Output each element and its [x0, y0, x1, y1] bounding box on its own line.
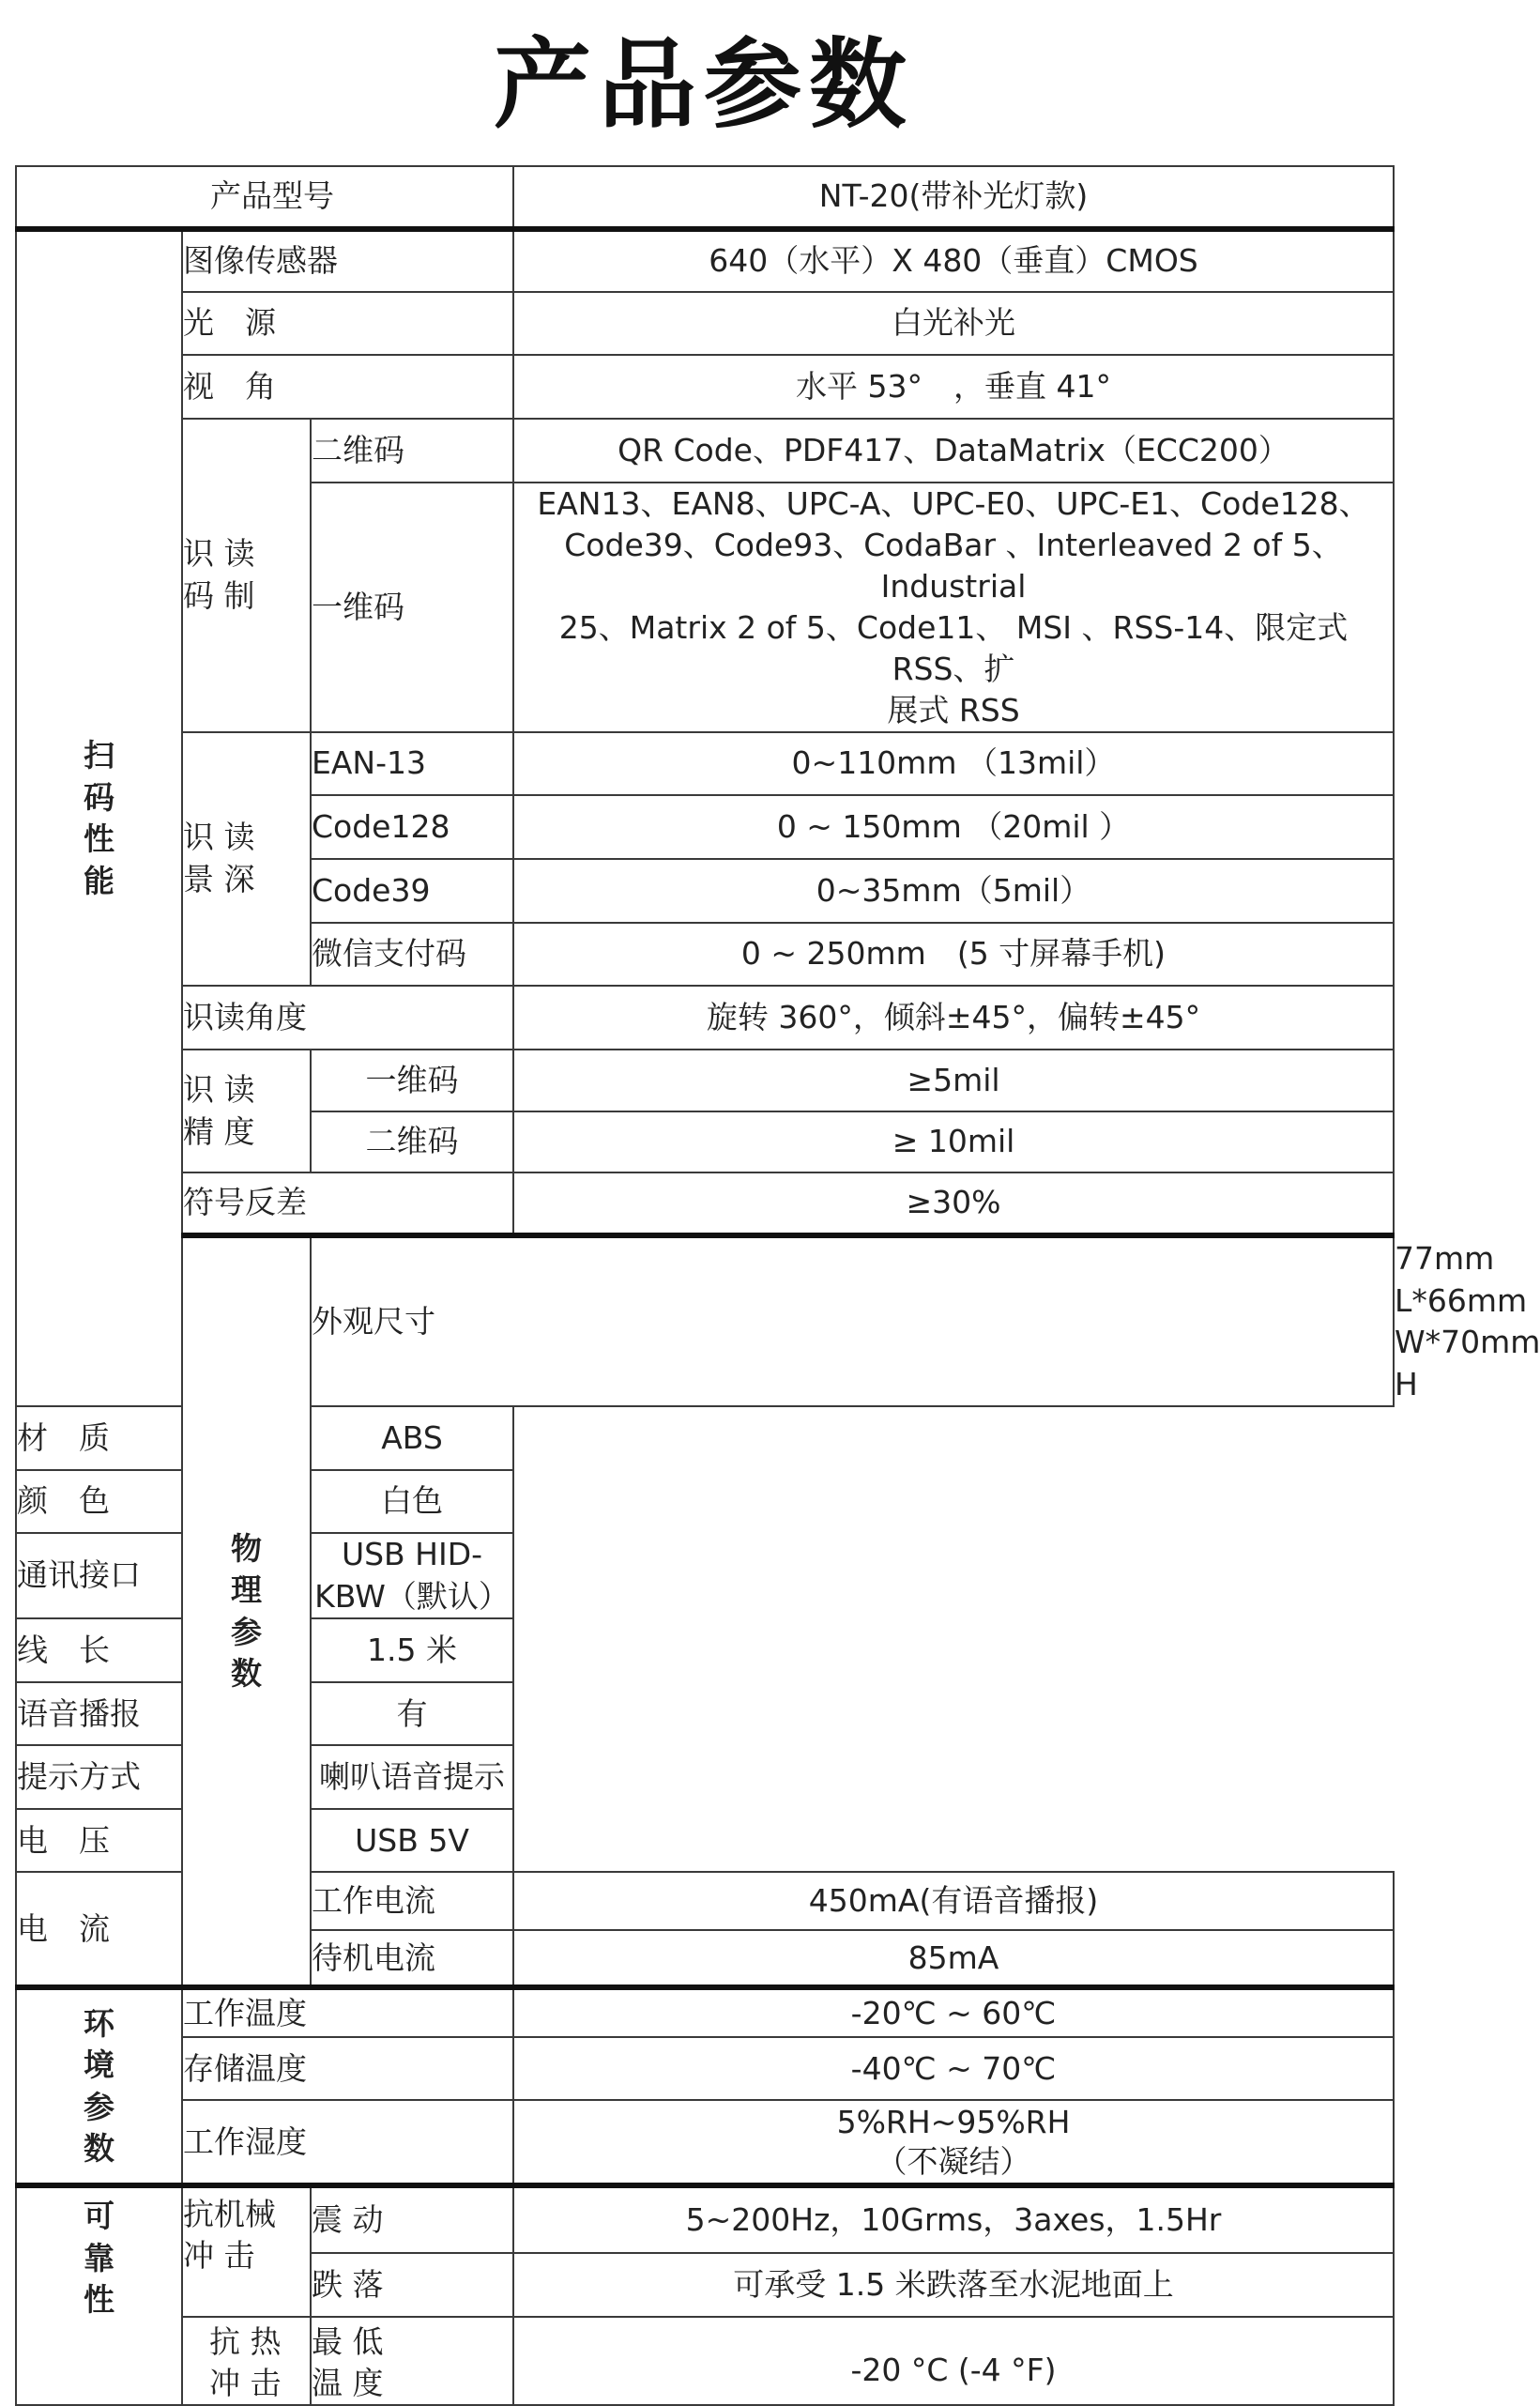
row-contrast — [16, 1172, 1394, 1235]
row-prompt — [16, 1745, 1394, 1809]
row-label: 二维码 — [311, 1111, 513, 1172]
sub-group-label: 识 读 景 深 — [182, 732, 311, 986]
row-label: 跌 落 — [311, 2253, 513, 2317]
row-label: 图像传感器 — [182, 229, 513, 292]
row-value: ABS — [311, 1406, 513, 1470]
row-label: Code39 — [311, 859, 513, 923]
page-title: 产品参数 — [493, 27, 914, 142]
row-size: 物 理 参 数 外观尺寸 77mm L*66mm W*70mm H — [16, 1235, 1394, 1406]
row-value: -20℃ ~ 60℃ — [513, 1987, 1394, 2037]
row-value: 白光补光 — [513, 292, 1394, 355]
row-value: 640（水平）X 480（垂直）CMOS — [513, 229, 1394, 292]
row-value: 水平 53° ，垂直 41° — [513, 355, 1394, 419]
row-value: 5%RH~95%RH （不凝结） — [513, 2100, 1394, 2185]
row-label: 电 压 — [16, 1809, 311, 1872]
row-voice — [16, 1682, 1394, 1745]
row-label: 最 低 温 度 — [311, 2317, 513, 2405]
sub-group-label: 抗机械 冲 击 — [182, 2185, 311, 2317]
row-value: USB 5V — [311, 1809, 513, 1872]
row-optemp — [16, 1987, 1394, 2037]
row-label: 一维码 — [311, 483, 513, 732]
row-value: ≥5mil — [513, 1050, 1394, 1111]
group-label-rel: 可 靠 性 — [16, 2185, 182, 2405]
row-model — [16, 166, 1394, 229]
row-vibration — [16, 2185, 1394, 2253]
row-value: ≥30% — [513, 1172, 1394, 1235]
row-value: 白色 — [311, 1470, 513, 1533]
group-label-phys: 物 理 参 数 — [182, 1235, 311, 1987]
row-value: QR Code、PDF417、DataMatrix（ECC200） — [513, 419, 1394, 483]
sub-group-label: 识 读 码 制 — [182, 419, 311, 732]
row-label: 颜 色 — [16, 1470, 311, 1533]
sub-group-label: 识 读 精 度 — [182, 1050, 311, 1172]
row-label: 产品型号 — [182, 166, 513, 229]
row-sensor — [16, 229, 1394, 292]
row-label: Code128 — [311, 795, 513, 859]
row-heat-min — [16, 2317, 1394, 2405]
row-sttemp — [16, 2037, 1394, 2100]
row-label: 识读角度 — [182, 986, 513, 1050]
row-label: 微信支付码 — [311, 923, 513, 986]
group-label-scan: 扫 码 性 能 — [16, 229, 182, 1406]
row-label: 符号反差 — [182, 1172, 513, 1235]
row-value: 可承受 1.5 米跌落至水泥地面上 — [513, 2253, 1394, 2317]
row-label: 工作湿度 — [182, 2100, 513, 2185]
row-view — [16, 355, 1394, 419]
row-value: 0~35mm（5mil） — [513, 859, 1394, 923]
row-label: 视 角 — [182, 355, 513, 419]
row-label: 存储温度 — [182, 2037, 513, 2100]
row-value: 0 ~ 150mm （20mil ） — [513, 795, 1394, 859]
row-voltage — [16, 1809, 1394, 1872]
row-label: 二维码 — [311, 419, 513, 483]
row-cable — [16, 1618, 1394, 1682]
row-light — [16, 292, 1394, 355]
row-value: EAN13、EAN8、UPC-A、UPC-E0、UPC-E1、Code128、 Code39、Code93、CodaBar 、Interleaved 2 of 5、Industrial 25、Matrix 2 of 5、Code11、 MSI 、RSS-14、限定式 RSS、扩 展式 RSS — [513, 483, 1394, 732]
group-label-env: 环 境 参 数 — [16, 1987, 182, 2185]
row-label: 材 质 — [16, 1406, 311, 1470]
row-label: 提示方式 — [16, 1745, 311, 1809]
row-value: 0~110mm （13mil） — [513, 732, 1394, 795]
row-humidity — [16, 2100, 1394, 2185]
row-value: 1.5 米 — [311, 1618, 513, 1682]
row-label: 工作温度 — [182, 1987, 513, 2037]
row-value: 旋转 360°，倾斜±45°，偏转±45° — [513, 986, 1394, 1050]
row-value: 5~200Hz，10Grms，3axes，1.5Hr — [513, 2185, 1394, 2253]
row-label: 工作电流 — [311, 1872, 513, 1930]
row-value: 有 — [311, 1682, 513, 1745]
row-value: USB HID-KBW（默认） — [311, 1533, 513, 1618]
row-color — [16, 1470, 1394, 1533]
spec-table — [15, 165, 1540, 2406]
row-value: 喇叭语音提示 — [311, 1745, 513, 1809]
row-depth-ean — [16, 732, 1394, 795]
row-label: 语音播报 — [16, 1682, 311, 1745]
row-value: ≥ 10mil — [513, 1111, 1394, 1172]
row-angle — [16, 986, 1394, 1050]
sub-group-label: 抗 热 冲 击 — [182, 2317, 311, 2405]
row-label: 通讯接口 — [16, 1533, 311, 1618]
row-label: 线 长 — [16, 1618, 311, 1682]
row-value: -40℃ ~ 70℃ — [513, 2037, 1394, 2100]
row-symb-qr — [16, 419, 1394, 483]
row-value: 0 ~ 250mm (5 寸屏幕手机) — [513, 923, 1394, 986]
row-label: 光 源 — [182, 292, 513, 355]
row-label: 外观尺寸 — [311, 1235, 1394, 1406]
row-value: 450mA(有语音播报) — [513, 1872, 1394, 1930]
sub-group-label: 电 流 — [16, 1872, 182, 1987]
row-label: 一维码 — [311, 1050, 513, 1111]
row-label: 待机电流 — [311, 1930, 513, 1987]
row-label: EAN-13 — [311, 732, 513, 795]
row-value: -20 °C (-4 °F) — [513, 2317, 1394, 2405]
row-iface — [16, 1533, 1394, 1618]
row-value: NT-20(带补光灯款) — [513, 166, 1394, 229]
row-material — [16, 1406, 1394, 1470]
row-value: 85mA — [513, 1930, 1394, 1987]
row-label: 震 动 — [311, 2185, 513, 2253]
row-prec-one — [16, 1050, 1394, 1111]
